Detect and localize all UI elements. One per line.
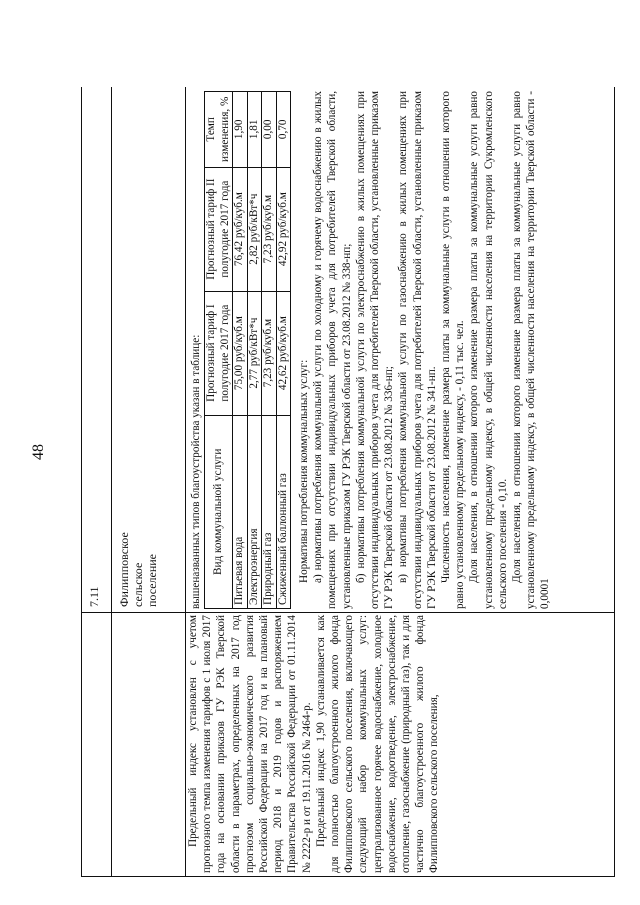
- settlement-line-1: Филипповское: [117, 532, 131, 607]
- service-name: Питьевая вода: [233, 415, 248, 608]
- tariff-h2: 42,92 руб/куб.м: [276, 167, 291, 291]
- row-7-11-paragraphs: [186, 615, 442, 873]
- population-count: Численность населения, изменение размера платы за коммунальные услуги в отношении которого равно установленному предельному индексу, - 0,11 тыс. чел.: [440, 91, 467, 609]
- page-number: 48: [30, 444, 47, 460]
- tariff-h2: 2,82 руб/кВт*ч: [247, 167, 262, 291]
- row-7-11-description: [186, 615, 614, 873]
- header-change-rate: Темп изменения, %: [205, 92, 233, 168]
- index-scope-paragraph: Предельный индекс 1,90 устанавливается как для полностью благоустроенного жилого фонда Филипповского сельского поселения, включающего следующий набор коммунальных услуг: централизованное горячее водоснабжение, холодное водоснабжение, водоотведение, электроснабжение, отопление, газоснабжение (природный газ), так и для частично благоустроенного жилого фонда Филипповского сельского поселения,: [314, 615, 441, 873]
- tariff-h1: 42,62 руб/куб.м: [276, 291, 291, 415]
- change-rate: 0,00: [262, 92, 277, 168]
- tariff-h1: 75,00 руб/куб.м: [233, 291, 248, 415]
- service-name: Природный газ: [262, 415, 277, 608]
- norm-electricity: б) нормативы потребления коммунальной услуги по электроснабжению в жилых помещениях при отсутствии индивидуальных приборов учета для потребителей Тверской области, установленные приказом ГУ РЭК Тверской области от 23.08.2012 № 336-нп;: [354, 91, 396, 609]
- settlement-line-2: сельское: [131, 562, 145, 607]
- population-share-settlement: Доля населения, в отношении которого изменение размера платы за коммунальные услуги равно установленному предельному индексу, в общей численности населения на территории Сукромленского сельского поселения - 0,10.: [468, 91, 509, 609]
- header-tariff-h1: Прогнозный тариф I полугодие 2017 года: [205, 291, 233, 415]
- header-service: Вид коммунальной услуги: [205, 415, 233, 608]
- header-tariff-h2: Прогнозный тариф II полугодие 2017 года: [205, 167, 233, 291]
- tariff-h2: 7,23 руб/куб.м: [262, 167, 277, 291]
- tariff-h1: 7,23 руб/куб.м: [262, 291, 277, 415]
- service-name: Сжиженный баллонный газ: [276, 415, 291, 608]
- settlement-line-3: поселение: [145, 553, 159, 607]
- norm-gas: в) нормативы потребления коммунальной услуги по газоснабжению в жилых помещениях при отсутствии индивидуальных приборов учета для потребителей Тверской области, установленные приказом ГУ РЭК Тверской области от 23.08.2012 № 341-нп.: [397, 91, 438, 609]
- tariff-h2: 76,42 руб/куб.м: [233, 167, 248, 291]
- service-name: Электроэнергия: [247, 415, 262, 608]
- table-intro: вышеназванных типов благоустройства указан в таблице:: [190, 334, 202, 609]
- index-basis-paragraph: Предельный индекс установлен с учетом прогнозного темпа изменения тарифов с 1 июля 2017 года на основании приказов ГУ РЭК Тверской области в параметрах, определенных на 2017 год прогнозом социально-экономического развития Российской Федерации на 2017 год и на плановый период 2018 и 2019 годов и распоряжением Правительства Российской Федерации от 01.11.2014 № 2222-р и от 19.11.2016 № 2464-р.: [187, 615, 313, 873]
- population-share-region: Доля населения, в отношении которого изменение размера платы за коммунальные услуги равно установленному предельному индексу, в общей численности населения на территории Тверской области - 0,0001: [511, 91, 552, 609]
- norm-water: а) нормативы потребления коммунальной услуги по холодному и горячему водоснабжению в жилых помещениях при отсутствии индивидуальных приборов учета для потребителей Тверской области, установленные приказом ГУ РЭК Тверской области от 23.08.2012 № 338-нп;: [312, 91, 353, 609]
- row-number: 7.11: [87, 586, 101, 607]
- change-rate: 0,70: [276, 92, 291, 168]
- norms-title: Нормативы потребления коммунальных услуг:: [298, 359, 310, 583]
- change-rate: 1,81: [247, 92, 262, 168]
- tariff-h1: 2,77 руб/кВт*ч: [247, 291, 262, 415]
- change-rate: 1,90: [233, 92, 248, 168]
